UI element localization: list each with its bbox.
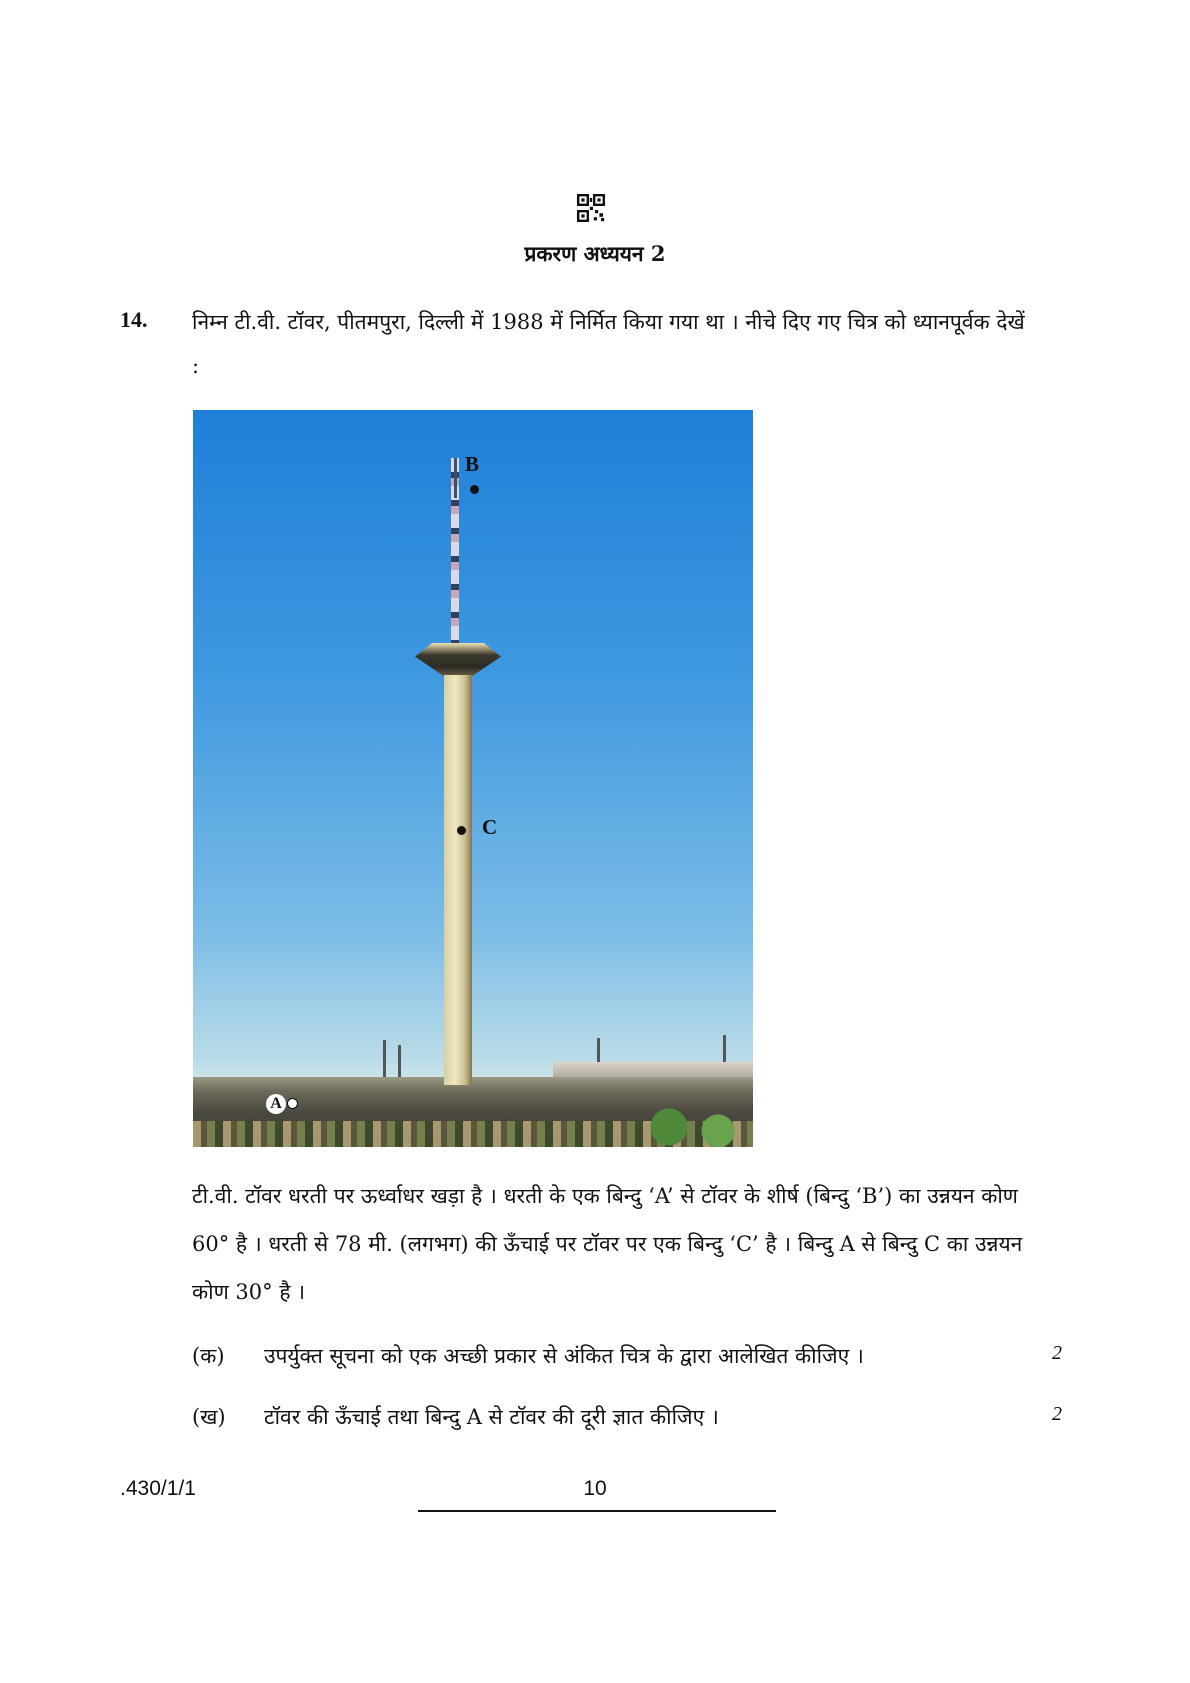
- problem-statement: टी.वी. टॉवर धरती पर ऊर्ध्वाधर खड़ा है । धरती के एक बिन्दु ‘A’ से टॉवर के शीर्ष (बिन्दु ‘B’) का उन्नयन कोण 60° है । धरती से 78 मी. (लगभग) की ऊँचाई पर टॉवर पर एक बिन्दु ‘C’ है । बिन्दु A से बिन्दु C का उन्नयन कोण 30° है ।: [192, 1184, 1023, 1304]
- qr-code-icon: [577, 194, 605, 222]
- marks: 2: [1052, 1342, 1062, 1364]
- tower-pod: [415, 643, 501, 677]
- point-a-marker: [287, 1098, 298, 1109]
- point-b-marker: [470, 485, 479, 494]
- section-title: प्रकरण अध्ययन 2: [524, 241, 666, 266]
- tv-tower-figure: [193, 410, 753, 1147]
- marks: 2: [1052, 1403, 1062, 1425]
- tower-shaft: [444, 675, 472, 1085]
- point-label-b: B: [465, 452, 480, 476]
- footer-rule: [418, 1510, 776, 1512]
- tower-antenna-tip: [454, 458, 457, 498]
- subquestion-label: (ख): [192, 1405, 226, 1429]
- point-label-a: A: [266, 1094, 286, 1114]
- page-number: 10: [583, 1477, 607, 1500]
- paper-code: .430/1/1: [120, 1477, 196, 1500]
- subquestion-text: उपर्युक्त सूचना को एक अच्छी प्रकार से अंकित चित्र के द्वारा आलेखित कीजिए ।: [264, 1344, 864, 1368]
- point-label-c: C: [482, 815, 498, 839]
- bushes: [613, 1107, 753, 1147]
- point-c-marker: [457, 826, 466, 835]
- subquestion-text: टॉवर की ऊँचाई तथा बिन्दु A से टॉवर की दूरी ज्ञात कीजिए ।: [264, 1405, 719, 1429]
- subquestion-label: (क): [192, 1344, 225, 1368]
- question-number: 14.: [120, 307, 148, 332]
- question-intro: निम्न टी.वी. टॉवर, पीतमपुरा, दिल्ली में 1988 में निर्मित किया गया था । नीचे दिए गए चित्र को ध्यानपूर्वक देखें :: [192, 310, 1025, 378]
